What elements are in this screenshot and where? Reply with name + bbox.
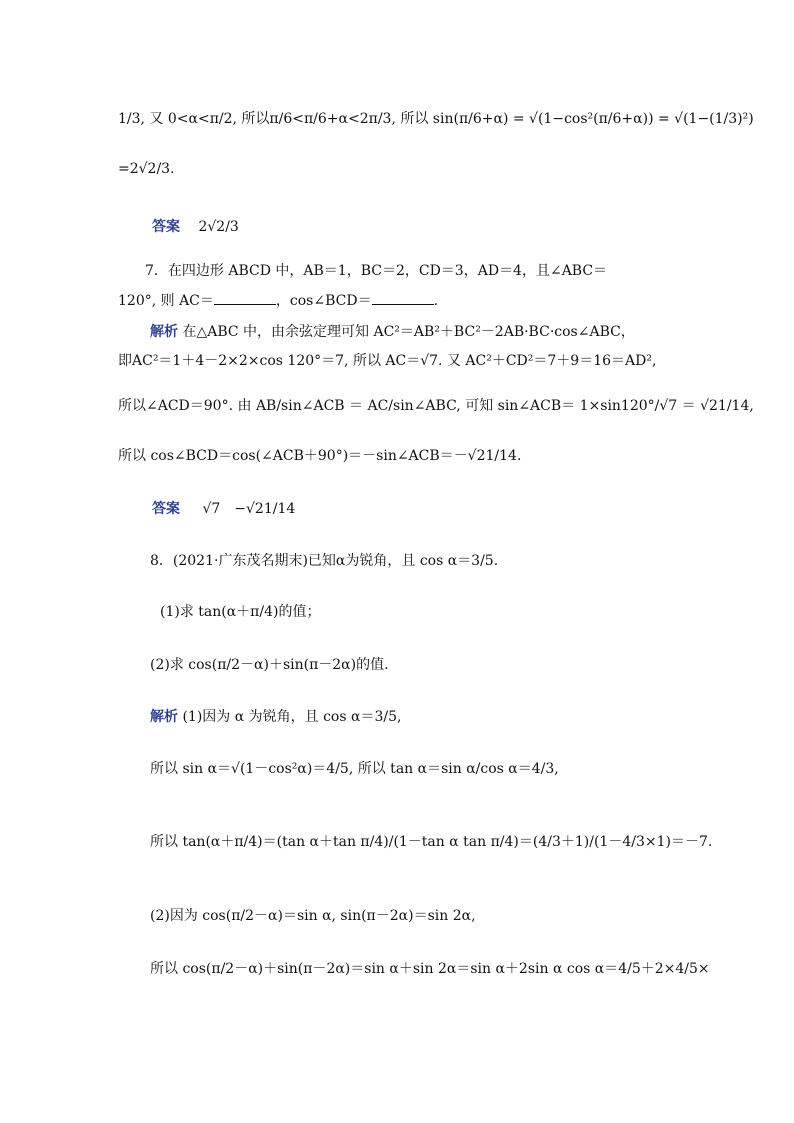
answer-blank-ac <box>214 290 276 305</box>
question-8-part-1: (1)求 tan(α＋π/4)的值； <box>160 604 321 620</box>
solution-label: 解析 <box>150 709 178 725</box>
answer-label: 答案 <box>152 219 180 235</box>
answer-value: √7 −√21/14 <box>202 501 296 517</box>
solution-7-line-4: 所以 cos∠BCD＝cos(∠ACB＋90°)＝－sin∠ACB＝－√21/14. <box>118 448 522 464</box>
q7-text-3: . <box>433 293 439 309</box>
solution-8-line-5: 所以 cos(π/2－α)＋sin(π－2α)＝sin α＋sin 2α＝sin α＋2sin α cos α＝4/5＋2×4/5× <box>150 961 710 977</box>
q7-text-1: 120°, 则 AC＝ <box>118 293 214 309</box>
answer-6 <box>152 218 239 236</box>
solution-8-line-3: 所以 tan(α＋π/4)＝(tan α＋tan π/4)/(1－tan α tan π/4)＝(4/3＋1)/(1－4/3×1)＝－7. <box>150 834 713 850</box>
question-7-line-2 <box>118 290 438 310</box>
solution-7-line-3: 所以∠ACD＝90°. 由 AB/sin∠ACB ＝ AC/sin∠ABC, 可知 sin∠ACB＝ 1×sin120°/√7 ＝ √21/14, <box>118 398 754 414</box>
answer-blank-cos <box>372 290 434 305</box>
sol7-text-a: 在△ABC 中，由余弦定理可知 AC²＝AB²＋BC²－2AB·BC·cos∠ABC， <box>178 324 635 340</box>
solution-line-1: 1/3, 又 0<α<π/2, 所以π/6<π/6+α<2π/3, 所以 sin(π/6+α) = √(1−cos²(π/6+α)) = √(1−(1/3)²) <box>118 111 754 127</box>
question-7-line-1: 7．在四边形 ABCD 中，AB＝1，BC＝2，CD＝3，AD＝4，且∠ABC＝ <box>145 263 608 279</box>
solution-8-line-2: 所以 sin α＝√(1－cos²α)＝4/5, 所以 tan α＝sin α/cos α＝4/3, <box>150 761 559 777</box>
question-8-part-2: (2)求 cos(π/2－α)＋sin(π－2α)的值. <box>150 657 389 673</box>
answer-label: 答案 <box>152 501 180 517</box>
solution-8-line-4: (2)因为 cos(π/2－α)＝sin α, sin(π－2α)＝sin 2α, <box>150 908 476 924</box>
solution-8-line-1 <box>150 708 401 726</box>
solution-7-line-1 <box>150 323 635 341</box>
sol8-text-a: (1)因为 α 为锐角，且 cos α＝3/5, <box>178 709 402 725</box>
solution-label: 解析 <box>150 324 178 340</box>
q7-text-2: ，cos∠BCD＝ <box>275 293 372 309</box>
answer-value: 2√2/3 <box>198 219 239 235</box>
solution-line-2: =2√2/3. <box>118 161 175 177</box>
question-8: 8．(2021·广东茂名期末)已知α为锐角，且 cos α＝3/5. <box>150 553 499 569</box>
answer-7 <box>152 500 295 518</box>
solution-7-line-2: 即AC²＝1＋4－2×2×cos 120°＝7, 所以 AC＝√7. 又 AC²＋CD²＝7＋9＝16＝AD², <box>118 353 657 369</box>
